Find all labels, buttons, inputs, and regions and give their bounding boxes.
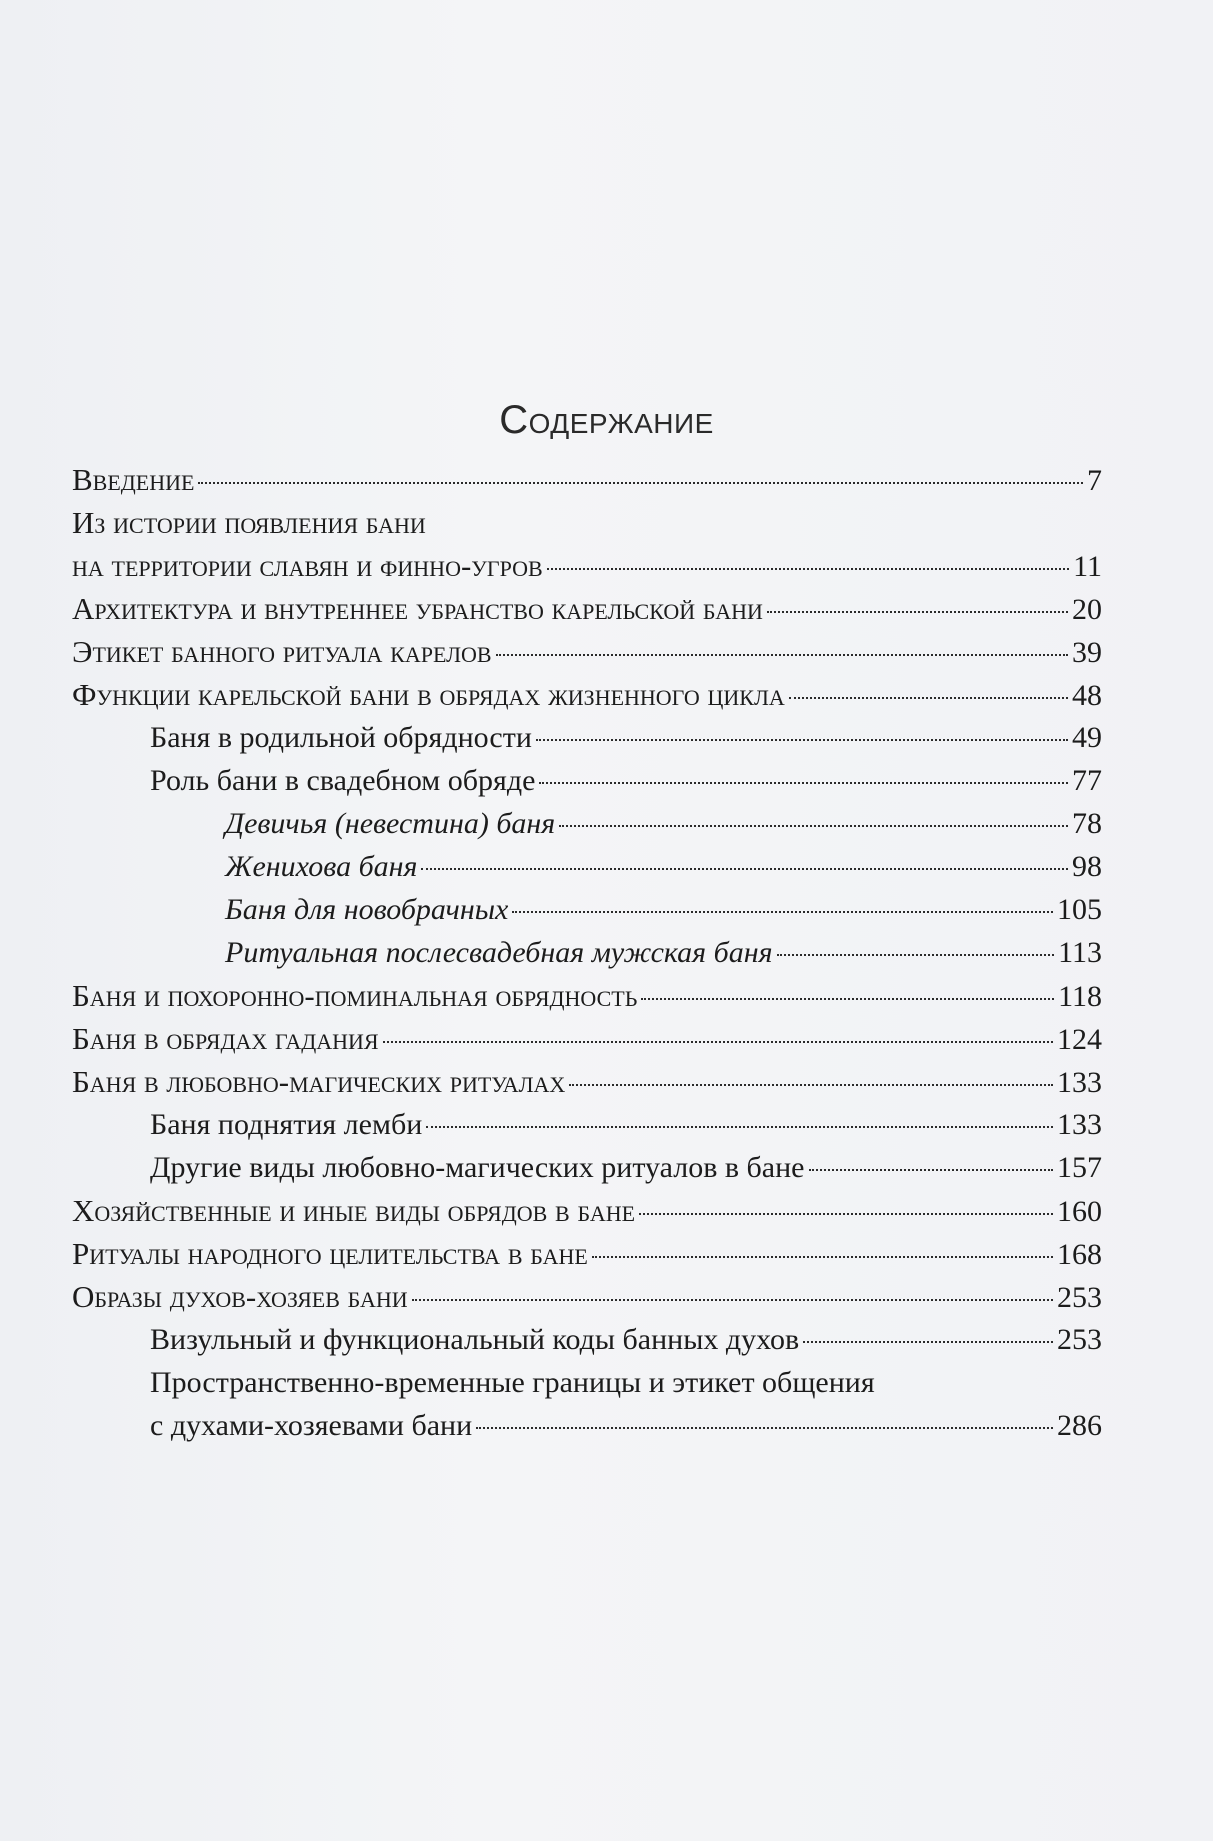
dot-leader — [476, 1427, 1053, 1429]
dot-leader — [803, 1341, 1053, 1343]
dot-leader — [767, 611, 1068, 613]
toc-entry-title: Баня в родильной обрядности — [150, 721, 532, 754]
dot-leader — [777, 954, 1055, 956]
toc-entry-title: Образы духов-хозяев бани — [72, 1279, 408, 1314]
toc-entry-page: 118 — [1058, 980, 1102, 1013]
page-title: Содержание — [499, 398, 714, 442]
toc-entry-page: 160 — [1057, 1195, 1102, 1228]
toc-entry — [72, 544, 1102, 588]
dot-leader — [809, 1169, 1054, 1171]
toc-entry-page: 98 — [1072, 850, 1102, 883]
toc-entry-page: 11 — [1073, 550, 1102, 583]
toc-entry — [72, 501, 1102, 545]
toc-entry-title: с духами-хозяевами бани — [150, 1409, 473, 1442]
toc-entry — [72, 1275, 1102, 1319]
toc-entry-title: Архитектура и внутреннее убранство карельской бани — [72, 591, 763, 626]
dot-leader — [198, 482, 1083, 484]
toc-entry — [72, 1232, 1102, 1276]
dot-leader — [383, 1041, 1053, 1043]
toc-entry-title: Введение — [72, 462, 195, 497]
toc-entry-title: Пространственно-временные границы и этикет общения — [150, 1366, 875, 1399]
dot-leader — [641, 998, 1054, 1000]
toc-entry-title: Баня для новобрачных — [225, 893, 509, 926]
toc-entry-page: 78 — [1072, 807, 1102, 840]
dot-leader — [592, 1256, 1053, 1258]
dot-leader — [639, 1213, 1053, 1215]
toc-entry-page: 168 — [1057, 1238, 1102, 1271]
dot-leader — [536, 739, 1068, 741]
toc-entry — [72, 1060, 1102, 1104]
toc-entry-title: на территории славян и финно-угров — [72, 548, 543, 583]
toc-entry-title: Ритуалы народного целительства в бане — [72, 1236, 588, 1271]
toc-entry-title: Баня поднятия лемби — [150, 1108, 423, 1141]
toc-entry-page: 124 — [1057, 1023, 1102, 1056]
dot-leader — [539, 782, 1068, 784]
toc-entry — [150, 1361, 1102, 1405]
toc-entry — [72, 458, 1102, 502]
toc-entry — [72, 673, 1102, 717]
toc-entry-title: Девичья (невестина) баня — [225, 807, 556, 840]
toc-entry — [150, 1103, 1102, 1147]
toc-entry — [225, 845, 1102, 889]
toc-entry-page: 39 — [1072, 636, 1102, 669]
toc-entry-title: Функции карельской бани в обрядах жизненного цикла — [72, 677, 785, 712]
toc-entry-page: 77 — [1072, 764, 1102, 797]
toc-entry-page: 286 — [1057, 1409, 1102, 1442]
toc-entry-title: Женихова баня — [225, 850, 418, 883]
toc-entry — [150, 1318, 1102, 1362]
toc-entry-page: 7 — [1087, 464, 1102, 497]
toc-entry — [225, 931, 1102, 975]
toc-entry-page: 253 — [1057, 1323, 1102, 1356]
toc-entry-title: Из истории появления бани — [72, 505, 426, 540]
toc-entry-page: 113 — [1058, 936, 1102, 969]
dot-leader — [547, 568, 1069, 570]
toc-entry — [150, 1146, 1102, 1190]
toc-entry-title: Этикет банного ритуала карелов — [72, 634, 492, 669]
toc-entry — [72, 587, 1102, 631]
dot-leader — [512, 911, 1053, 913]
dot-leader — [421, 868, 1068, 870]
toc-entry — [72, 1017, 1102, 1061]
toc-entry — [72, 1189, 1102, 1233]
toc-entry-page: 20 — [1072, 593, 1102, 626]
dot-leader — [412, 1299, 1053, 1301]
toc-entry-title: Баня в обрядах гадания — [72, 1021, 379, 1056]
toc-entry-title: Хозяйственные и иные виды обрядов в бане — [72, 1193, 636, 1228]
toc-entry-title: Другие виды любовно-магических ритуалов в бане — [150, 1151, 805, 1184]
toc-entry — [72, 630, 1102, 674]
toc-entry — [150, 1404, 1102, 1448]
toc-entry-title: Роль бани в свадебном обряде — [150, 764, 536, 797]
toc-entry-page: 157 — [1057, 1151, 1102, 1184]
toc-entry — [225, 802, 1102, 846]
toc-entry-page: 133 — [1057, 1066, 1102, 1099]
dot-leader — [559, 825, 1068, 827]
dot-leader — [569, 1084, 1053, 1086]
dot-leader — [496, 654, 1068, 656]
toc-entry-page: 133 — [1057, 1108, 1102, 1141]
toc-entry-page: 253 — [1057, 1281, 1102, 1314]
toc-entry — [225, 888, 1102, 932]
dot-leader — [789, 697, 1068, 699]
toc-entry-page: 49 — [1072, 721, 1102, 754]
dot-leader — [426, 1126, 1053, 1128]
toc-entry-page: 48 — [1072, 679, 1102, 712]
toc-entry-title: Визульный и функциональный коды банных духов — [150, 1323, 800, 1356]
toc-entry-title: Ритуальная послесвадебная мужская баня — [225, 936, 773, 969]
toc-entry-page: 105 — [1057, 893, 1102, 926]
toc-entry — [72, 974, 1102, 1018]
toc-entry — [150, 716, 1102, 760]
toc-entry — [150, 759, 1102, 803]
toc-entry-title: Баня в любовно-магических ритуалах — [72, 1064, 566, 1099]
toc-entry-title: Баня и похоронно-поминальная обрядность — [72, 978, 638, 1013]
